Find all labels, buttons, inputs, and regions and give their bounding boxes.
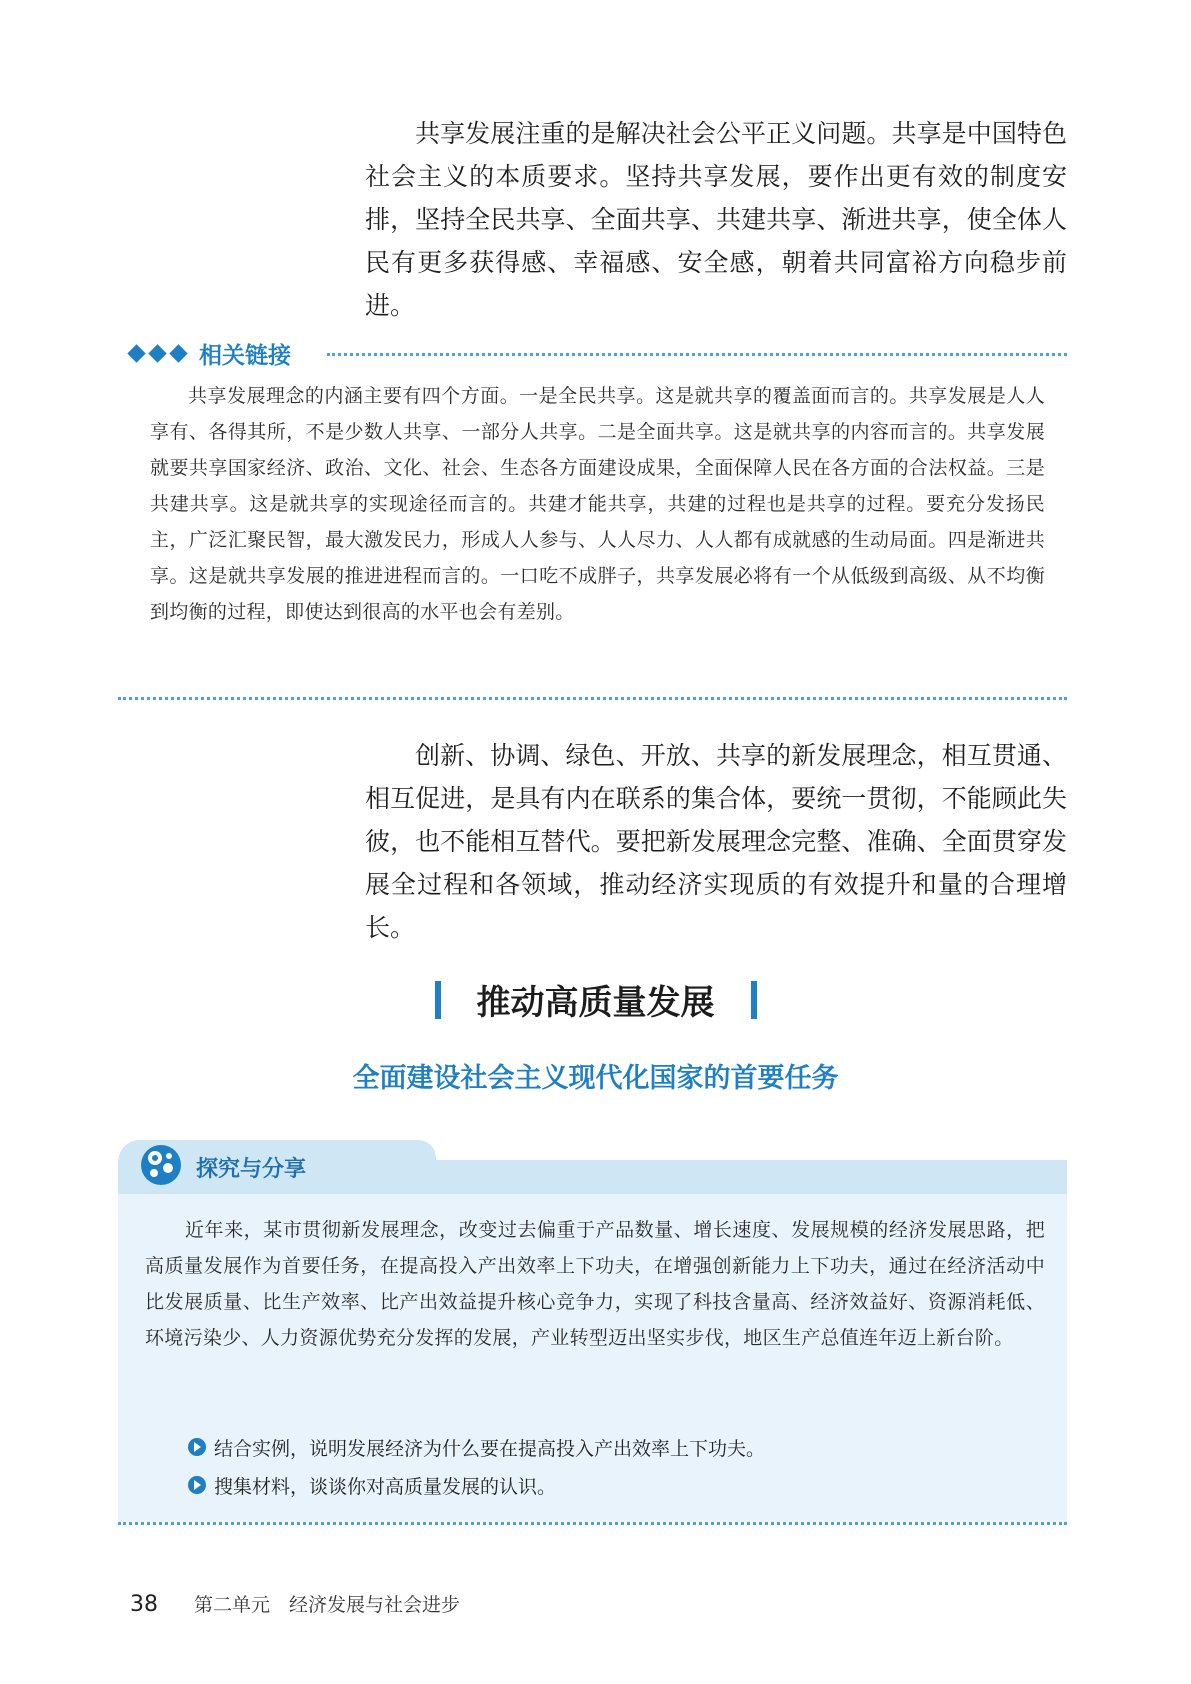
page-number: 38 (130, 1592, 158, 1617)
dotted-divider (118, 1522, 1067, 1525)
intro-paragraph: 共享发展注重的是解决社会公平正义问题。共享是中国特色社会主义的本质要求。坚持共享发展，要作出更有效的制度安排，坚持全民共享、全面共享、共建共享、渐进共享，使全体人民有更多获得感、幸福感、安全感，朝着共同富裕方向稳步前进。 (365, 119, 1067, 320)
unit-title: 第二单元 经济发展与社会进步 (194, 1594, 461, 1616)
play-bullet-icon (188, 1476, 206, 1494)
page-footer (130, 1590, 460, 1617)
play-bullet-icon (188, 1438, 206, 1456)
heading-bar-left (435, 981, 441, 1019)
molecule-icon (140, 1144, 182, 1186)
explore-body: 近年来，某市贯彻新发展理念，改变过去偏重于产品数量、增长速度、发展规模的经济发展思路，把高质量发展作为首要任务，在提高投入产出效率上下功夫，在增强创新能力上下功夫，通过在经济活动中比发展质量、比生产效率、比产出效益提升核心竞争力，实现了科技含量高、经济效益好、资源消耗低、环境污染少、人力资源优势充分发挥的发展，产业转型迈出坚实步伐，地区生产总值连年迈上新台阶。 (145, 1219, 1045, 1349)
question-list (188, 1428, 765, 1504)
section-subtitle: 全面建设社会主义现代化国家的首要任务 (352, 1063, 839, 1094)
question-item (188, 1466, 765, 1504)
concept-paragraph: 创新、协调、绿色、开放、共享的新发展理念，相互贯通、相互促进，是具有内在联系的集合体，要统一贯彻，不能顾此失彼，也不能相互替代。要把新发展理念完整、准确、全面贯穿发展全过程和各领域，推动经济实现质的有效提升和量的合理增长。 (365, 741, 1067, 942)
related-link-title: 相关链接 (199, 343, 291, 369)
section-title: 推动高质量发展 (476, 983, 715, 1023)
section-heading (0, 975, 1191, 1024)
explore-title: 探究与分享 (196, 1157, 307, 1182)
heading-bar-right (751, 981, 757, 1019)
question-text: 搜集材料，谈谈你对高质量发展的认识。 (214, 1475, 557, 1498)
related-link-heading (130, 337, 291, 370)
diamond-bullets-icon (130, 347, 185, 360)
question-item (188, 1428, 765, 1466)
related-link-body: 共享发展理念的内涵主要有四个方面。一是全民共享。这是就共享的覆盖面而言的。共享发展是人人享有、各得其所，不是少数人共享、一部分人共享。二是全面共享。这是就共享的内容而言的。共享发展就要共享国家经济、政治、文化、社会、生态各方面建设成果，全面保障人民在各方面的合法权益。三是共建共享。这是就共享的实现途径而言的。共建才能共享，共建的过程也是共享的过程。要充分发扬民主，广泛汇聚民智，最大激发民力，形成人人参与、人人尽力、人人都有成就感的生动局面。四是渐进共享。这是就共享发展的推进进程而言的。一口吃不成胖子，共享发展必将有一个从低级到高级、从不均衡到均衡的过程，即使达到很高的水平也会有差别。 (150, 385, 1045, 623)
dotted-divider (118, 697, 1067, 700)
dotted-divider (327, 353, 1067, 356)
question-text: 结合实例，说明发展经济为什么要在提高投入产出效率上下功夫。 (214, 1437, 766, 1460)
